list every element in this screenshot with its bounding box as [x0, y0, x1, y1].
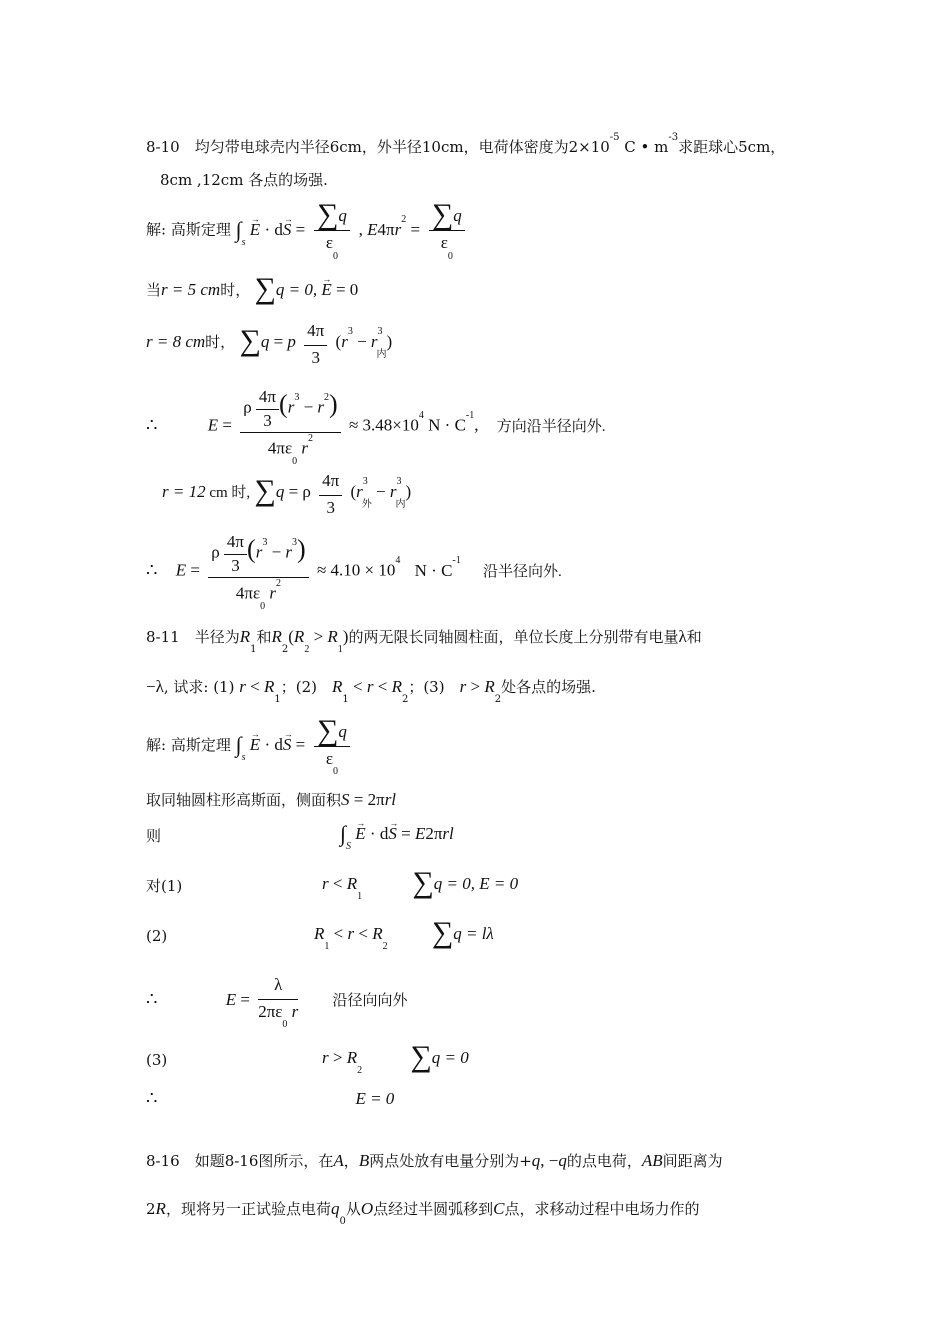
problem-8-11-line2: −λ, 试求: (1) $r < R_1$；(2) $R_1 < r < R_2$；(3) $r > R_2$处各点的场强.	[146, 677, 596, 705]
problem-8-10-line1	[146, 134, 785, 157]
text: cm 时,	[205, 485, 251, 501]
unit: N · C	[410, 560, 453, 580]
therefore-symbol: ∴	[146, 414, 158, 435]
flux-equation: $\int_S \to E \cdot d\to S = E2\pi rl$	[340, 812, 454, 861]
text: 8-11 半径为	[146, 628, 240, 646]
therefore-symbol: ∴	[146, 559, 158, 580]
text: C • m	[619, 138, 669, 156]
exponent: 4	[418, 410, 424, 421]
four-pi-over-three: $\frac{4\pi}{3}$	[319, 468, 342, 519]
problem-8-16-line1: 8-16 如题8-16图所示，在A，B两点处放有电量分别为+q, −q的点电荷，AB间距离为	[146, 1151, 723, 1170]
text: 从	[345, 1200, 361, 1218]
radius: r = 8 cm	[146, 332, 206, 351]
direction-text: 沿半径向外.	[483, 563, 562, 580]
case2-eq: $R_1 < r < R_2$ ∑q = lλ	[314, 916, 494, 953]
exponent: -1	[465, 410, 475, 421]
text: 的两无限长同轴圆柱面，单位长度上分别带有电量	[348, 628, 679, 646]
case3-label: (3)	[146, 1051, 168, 1069]
radius: r = 12	[162, 482, 206, 501]
text: 8-10 均匀带电球壳内半径6cm，外半径10cm，电荷体密度为2×10	[146, 138, 610, 156]
text: 点，求移动过程中电场力作的	[504, 1200, 700, 1218]
radius: r = 5 cm	[161, 280, 221, 299]
text: 两点处放有电量分别为+	[369, 1152, 532, 1170]
solution-gauss-law-2	[146, 712, 354, 783]
equation: E = 0	[355, 1089, 395, 1108]
problem-8-11-line1: 8-11 半径为$R_1$和$R_2(R_2 > R_1)$的两无限长同轴圆柱面，单位长度上分别带有电量λ和	[146, 627, 702, 656]
text: 时，	[220, 283, 251, 299]
text: 8-16 如题8-16图所示，在	[146, 1152, 334, 1170]
case1-eq: $r < R_1$ ∑q = 0, E = 0	[322, 866, 519, 903]
direction-text: 方向沿半径向外.	[496, 418, 606, 435]
text: ；(2)	[280, 678, 317, 696]
equation: = 0	[335, 280, 359, 299]
text: ；(3)	[408, 678, 445, 696]
problem-8-10-line2: 8cm ,12cm 各点的场强.	[160, 171, 328, 189]
exponent: -3	[668, 132, 679, 143]
final-result	[146, 1088, 394, 1109]
result-r12: ∴ E = ρ $\frac{4\pi}{3}$ $(r^3 - r^3)$ $4\pi\varepsilon_0$ $r^2$ ≈ $4.10 \times 10^4$ $N \cdot C^{-1}$ 沿半径向外.	[146, 532, 562, 613]
sum-q-over-eps: $\frac{\sum q}{\varepsilon_0}$	[314, 715, 350, 777]
case-r12: r = 12 cm 时, ∑q = ρ $\frac{4\pi}{3}$ $(r^3_外 - r^3_内)$	[162, 466, 411, 521]
text: 2	[146, 1200, 156, 1218]
gaussian-surface-line: 取同轴圆柱形高斯面，侧面积S = 2πrl	[146, 790, 397, 809]
case2-label: (2)	[146, 927, 168, 945]
case3-eq: $r > R_2$ ∑q = 0	[322, 1040, 469, 1077]
lambda-fraction: $\frac{\lambda}{2\pi\varepsilon_0 r}$	[258, 972, 298, 1030]
field-fraction: ρ $\frac{4\pi}{3}$ $(r^3 - r^2)$ $4\pi\varepsilon_0$ $r^2$	[240, 386, 341, 467]
case-r8: r = 8 cm时， ∑q = p $\frac{4\pi}{3}$ $(r^3 - r^3_内)$	[146, 316, 392, 371]
equation: q = 0, E = 0	[433, 874, 519, 893]
text: 和	[686, 628, 702, 646]
problem-8-16-line2: 2R，现将另一正试验点电荷$q_0$从O点经过半圆弧移到C点，求移动过程中电场力作的	[146, 1199, 700, 1227]
gauss-integral: $\int_s \to E \cdot d\to S$ =	[236, 735, 306, 754]
result-value: ≈ 3.48×10	[348, 415, 419, 435]
text: 的点电荷，	[566, 1152, 642, 1170]
text: 点经过半圆弧移到	[373, 1200, 494, 1218]
result-value: ≈ 4.10 × 10	[316, 560, 396, 580]
then-line: 则	[146, 827, 162, 845]
solution-label: 解: 高斯定理	[146, 220, 231, 239]
equation: q = lλ	[453, 924, 494, 943]
text: 间距离为	[662, 1152, 723, 1170]
text: 和	[256, 628, 272, 646]
therefore-symbol: ∴	[146, 1088, 158, 1108]
text: 当	[146, 283, 162, 299]
text: 求距球心5cm，	[678, 138, 786, 156]
sum-q-over-eps: $\frac{\sum q}{\varepsilon_0}$	[314, 199, 350, 261]
result-r8: ∴ E = ρ $\frac{4\pi}{3}$ $(r^3 - r^2)$ $4\pi\varepsilon_0$ $r^2$ ≈ $3.48\times 10^4$ $N \cdot C^{-1}$, 方向沿半径向外.	[146, 387, 606, 468]
solution-gauss-law: 解: 高斯定理 $\int_s \to E \cdot d\to S$ = $\frac{\sum q}{\varepsilon_0}$ , $E4\pi r^2$ = $\frac{\sum q}{\varepsilon_0}$	[146, 196, 469, 267]
gauss-integral: $\int_s \to E \cdot d\to S$ =	[236, 220, 306, 239]
text: 处各点的场强.	[501, 678, 596, 696]
text: ，现将另一正试验点电荷	[165, 1200, 331, 1218]
field-between-cylinders: ∴ E = $\frac{\lambda}{2\pi\varepsilon_0 r}$ 沿径向向外	[146, 972, 408, 1030]
therefore-symbol: ∴	[146, 989, 158, 1010]
text: 时，	[205, 335, 236, 351]
solution-label: 解: 高斯定理	[146, 736, 231, 754]
four-pi-over-three: $\frac{4\pi}{3}$	[304, 318, 327, 369]
exponent: -5	[609, 132, 620, 143]
text: , 试求: (1)	[163, 678, 235, 696]
case-r5: 当r = 5 cm时， ∑q = 0, → E = 0	[146, 276, 358, 301]
exponent: 4	[395, 555, 401, 566]
unit: N · C	[423, 415, 466, 435]
direction-text: 沿径向向外	[332, 993, 408, 1010]
exponent: -1	[452, 555, 461, 566]
equation: q = 0	[431, 1048, 469, 1067]
sum-q-over-eps-2: $\frac{\sum q}{\varepsilon_0}$	[429, 199, 465, 261]
equation: q = 0,	[275, 280, 322, 299]
field-fraction: ρ $\frac{4\pi}{3}$ $(r^3 - r^3)$ $4\pi\varepsilon_0$ $r^2$	[208, 531, 309, 612]
text: 取同轴圆柱形高斯面，侧面积	[146, 791, 342, 809]
case1-label: 对(1)	[146, 877, 183, 895]
